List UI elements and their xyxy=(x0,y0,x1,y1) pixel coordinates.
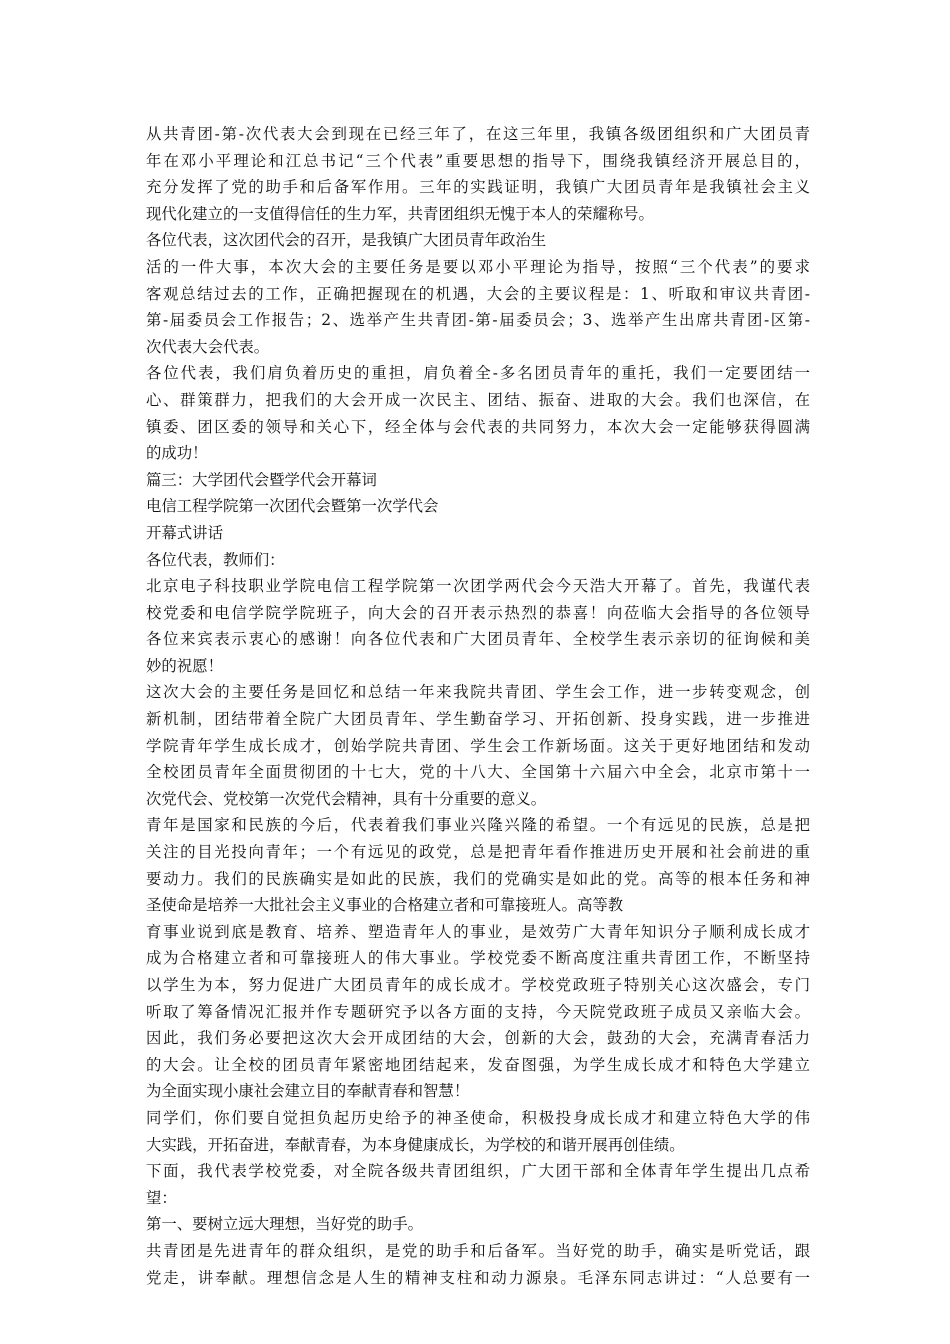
text-line: 各位代表，我们肩负着历史的重担，肩负着全-多名团员青年的重托，我们一定要团结一 xyxy=(146,364,810,383)
text-line: 镇委、团区委的领导和关心下，经全体与会代表的共同努力，本次大会一定能够获得圆满 xyxy=(146,417,810,436)
document-page xyxy=(146,121,810,1291)
text-line: 成为合格建立者和可靠接班人的伟大事业。学校党委不断高度注重共青团工作，不断坚持 xyxy=(146,949,810,968)
text-line: 第一、要树立远大理想，当好党的助手。 xyxy=(146,1215,424,1234)
text-line: 篇三：大学团代会暨学代会开幕词 xyxy=(146,470,377,489)
text-line: 育事业说到底是教育、培养、塑造青年人的事业，是效劳广大青年知识分子顺利成长成才 xyxy=(146,922,810,941)
text-line: 各位代表，这次团代会的召开，是我镇广大团员青年政治生 xyxy=(146,231,547,250)
text-line: 同学们，你们要自觉担负起历史给予的神圣使命，积极投身成长成才和建立特色大学的伟 xyxy=(146,1108,810,1127)
text-line: 望： xyxy=(146,1188,177,1207)
text-line: 圣使命是培养一大批社会主义事业的合格建立者和可靠接班人。高等教 xyxy=(146,896,624,915)
text-line: 大实践，开拓奋进，奉献青春，为本身健康成长，为学校的和谐开展再创佳绩。 xyxy=(146,1135,685,1154)
text-line: 各位代表，教师们： xyxy=(146,550,285,569)
text-line: 妙的祝愿！ xyxy=(146,656,223,675)
text-line: 关注的目光投向青年；一个有远见的政党，总是把青年看作推进历史开展和社会前进的重 xyxy=(146,843,810,862)
text-line: 新机制，团结带着全院广大团员青年、学生勤奋学习、开拓创新、投身实践，进一步推进 xyxy=(146,710,810,729)
text-line: 心、群策群力，把我们的大会开成一次民主、团结、振奋、进取的大会。我们也深信，在 xyxy=(146,390,810,409)
text-line: 电信工程学院第一次团代会暨第一次学代会 xyxy=(146,497,439,516)
text-line: 党走，讲奉献。理想信念是人生的精神支柱和动力源泉。毛泽东同志讲过：“人总要有一 xyxy=(146,1268,810,1287)
text-line: 学院青年学生成长成才，创始学院共青团、学生会工作新场面。这关于更好地团结和发动 xyxy=(146,736,810,755)
text-line: 青年是国家和民族的今后，代表着我们事业兴隆兴隆的希望。一个有远见的民族，总是把 xyxy=(146,816,810,835)
text-line: 年在邓小平理论和江总书记“三个代表”重要思想的指导下，围绕我镇经济开展总目的， xyxy=(146,151,810,170)
text-line: 校党委和电信学院学院班子，向大会的召开表示热烈的恭喜！向莅临大会指导的各位领导 xyxy=(146,603,810,622)
text-line: 次代表大会代表。 xyxy=(146,337,270,356)
text-line: 要动力。我们的民族确实是如此的民族，我们的党确实是如此的党。高等的根本任务和神 xyxy=(146,869,810,888)
text-line: 次党代会、党校第一次党代会精神，具有十分重要的意义。 xyxy=(146,789,547,808)
text-line: 充分发挥了党的助手和后备军作用。三年的实践证明，我镇广大团员青年是我镇社会主义 xyxy=(146,178,810,197)
text-line: 的成功！ xyxy=(146,444,208,463)
text-line: 开幕式讲话 xyxy=(146,523,223,542)
text-line: 以学生为本，努力促进广大团员青年的成长成才。学校党政班子特别关心这次盛会，专门 xyxy=(146,976,810,994)
text-line: 下面，我代表学校党委，对全院各级共青团组织，广大团干部和全体青年学生提出几点希 xyxy=(146,1162,810,1181)
text-line: 共青团是先进青年的群众组织，是党的助手和后备军。当好党的助手，确实是听党话，跟 xyxy=(146,1241,810,1260)
text-line: 现代化建立的一支值得信任的生力军，共青团组织无愧于本人的荣耀称号。 xyxy=(146,204,654,223)
text-line: 北京电子科技职业学院电信工程学院第一次团学两代会今天浩大开幕了。首先，我谨代表 xyxy=(146,577,810,596)
text-line: 的大会。让全校的团员青年紧密地团结起来，发奋图强，为学生成长成才和特色大学建立 xyxy=(146,1055,810,1074)
text-line: 从共青团-第-次代表大会到现在已经三年了，在这三年里，我镇各级团组织和广大团员青 xyxy=(146,125,810,143)
text-line: 各位来宾表示衷心的感谢！向各位代表和广大团员青年、全校学生表示亲切的征询候和美 xyxy=(146,630,810,649)
text-line: 因此，我们务必要把这次大会开成团结的大会，创新的大会，鼓劲的大会，充满青春活力 xyxy=(146,1029,810,1048)
text-line: 客观总结过去的工作，正确把握现在的机遇，大会的主要议程是：1、听取和审议共青团- xyxy=(146,284,810,303)
text-line: 活的一件大事，本次大会的主要任务是要以邓小平理论为指导，按照“三个代表”的要求 xyxy=(146,257,810,276)
text-line: 听取了筹备情况汇报并作专题研究予以各方面的支持，今天院党政班子成员又亲临大会。 xyxy=(146,1002,810,1021)
text-line: 为全面实现小康社会建立目的奉献青春和智慧！ xyxy=(146,1082,470,1101)
text-line: 这次大会的主要任务是回忆和总结一年来我院共青团、学生会工作，进一步转变观念，创 xyxy=(146,683,810,702)
text-line: 第-届委员会工作报告；2、选举产生共青团-第-届委员会；3、选举产生出席共青团-区第- xyxy=(146,311,810,330)
text-line: 全校团员青年全面贯彻团的十七大，党的十八大、全国第十六届六中全会，北京市第十一 xyxy=(146,763,810,782)
